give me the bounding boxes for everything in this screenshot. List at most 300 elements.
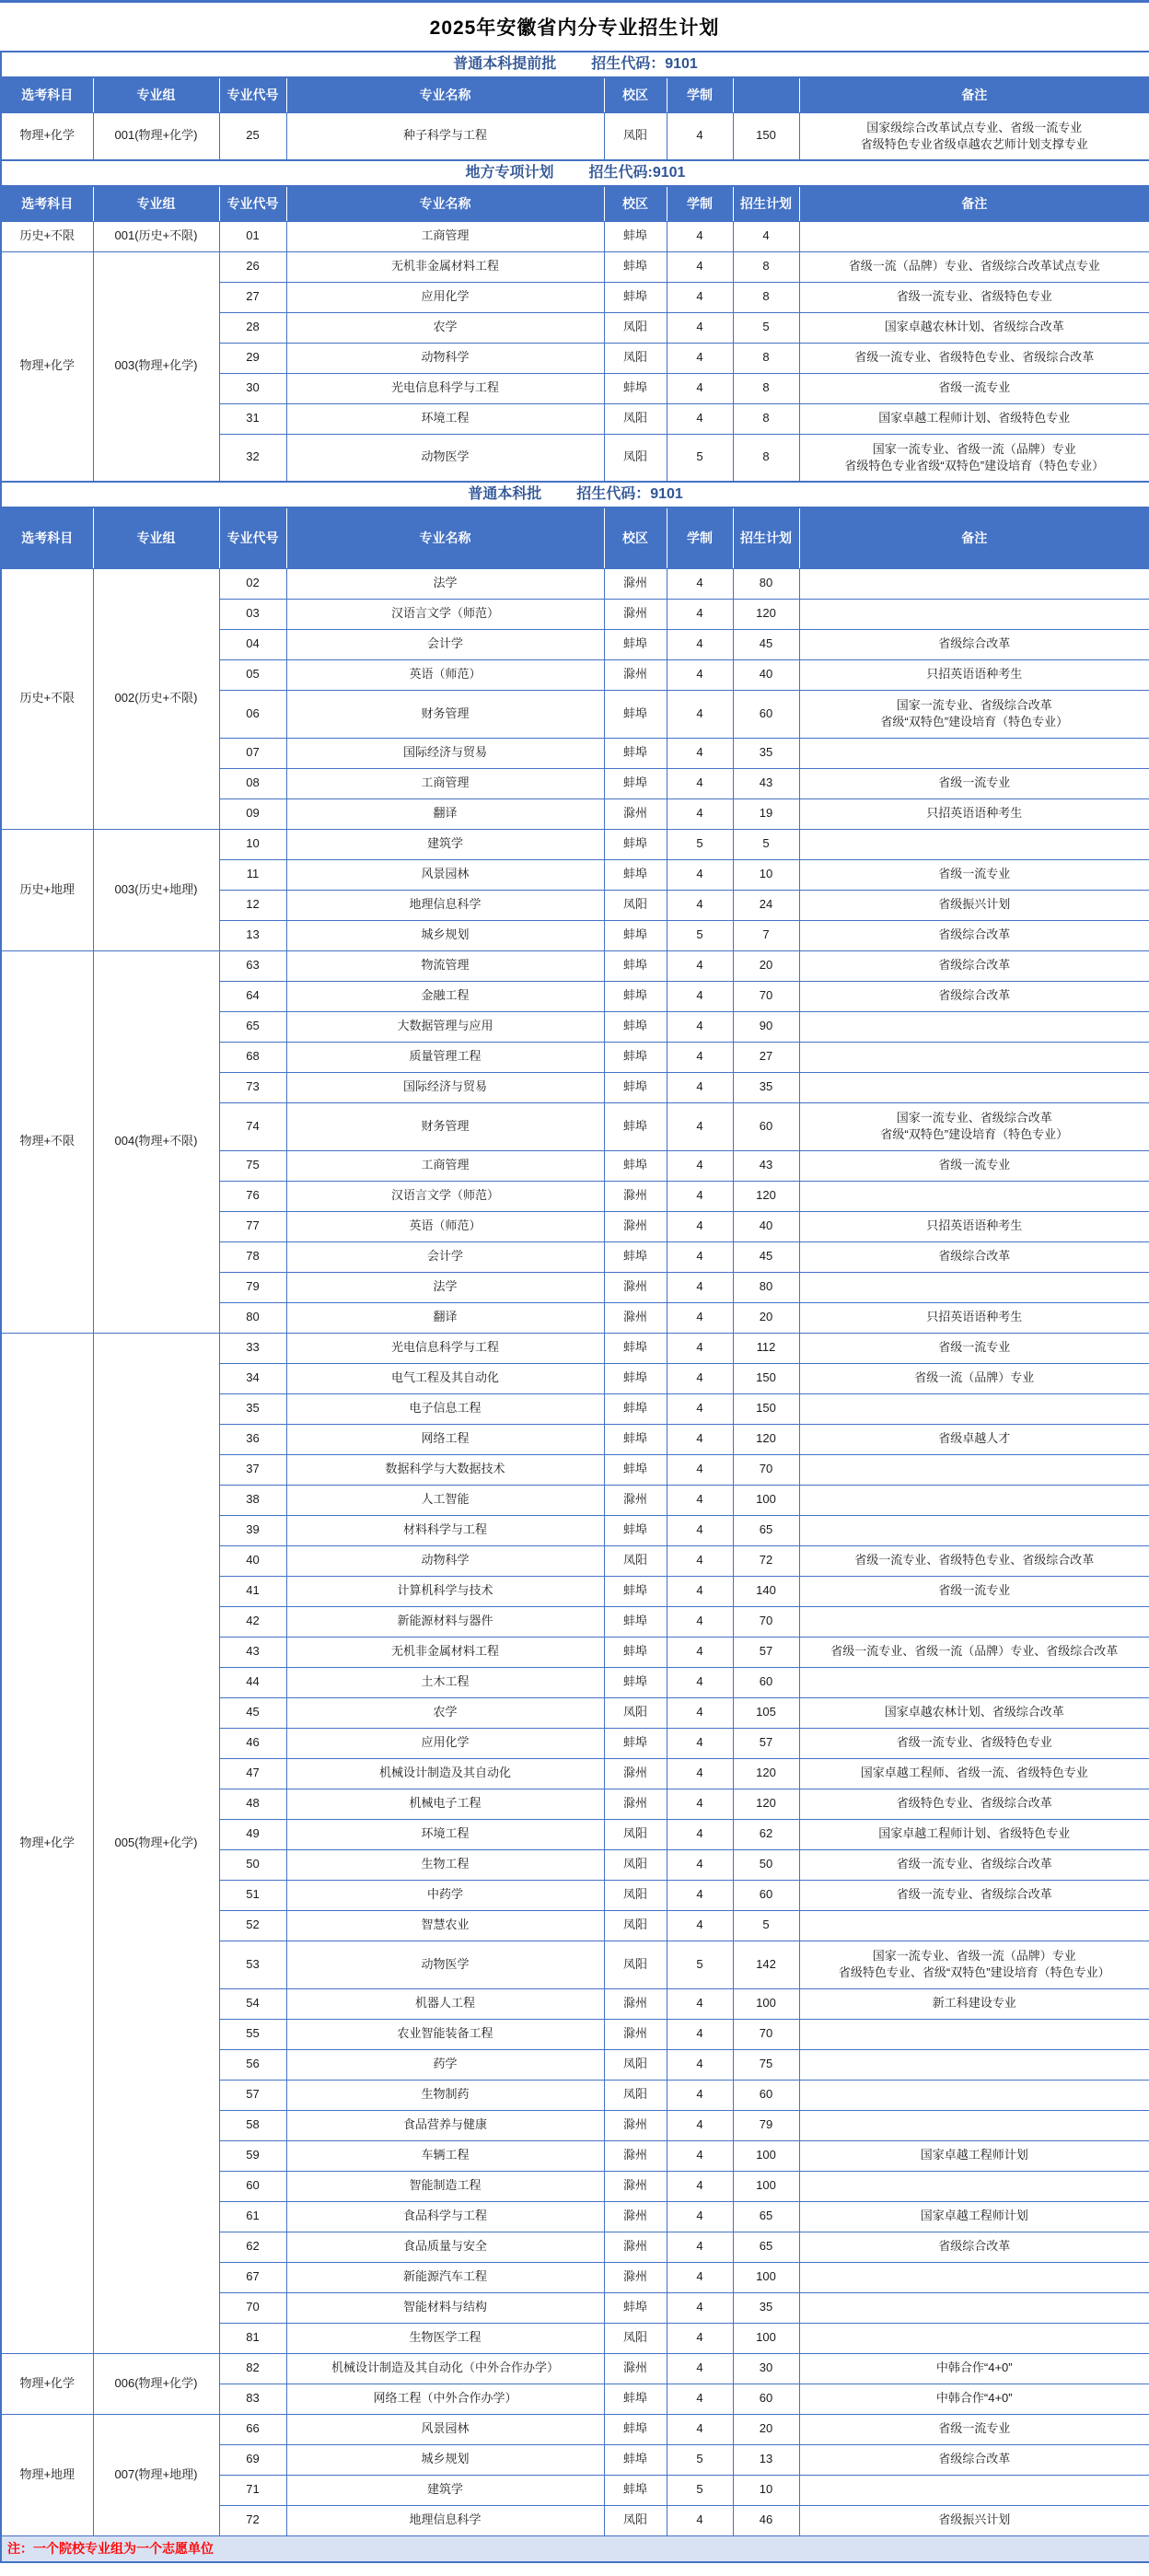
cell-exam-subjects: 历史+地理 (1, 829, 93, 950)
cell-campus: 凤阳 (604, 1880, 667, 1910)
cell-study-years: 4 (667, 1181, 733, 1211)
cell-remark (799, 829, 1149, 859)
cell-major-code: 80 (219, 1302, 286, 1333)
cell-remark (799, 568, 1149, 599)
cell-study-years: 4 (667, 343, 733, 373)
cell-major-name: 环境工程 (286, 1819, 604, 1849)
cell-remark (799, 690, 1149, 738)
cell-study-years: 4 (667, 950, 733, 981)
cell-major-name: 农业智能装备工程 (286, 2019, 604, 2049)
cell-major-code: 32 (219, 434, 286, 482)
cell-campus: 滁州 (604, 1181, 667, 1211)
cell-major-code: 39 (219, 1515, 286, 1545)
cell-major-code: 67 (219, 2262, 286, 2292)
cell-major-code: 13 (219, 920, 286, 950)
cell-plan-count: 13 (733, 2444, 799, 2475)
cell-major-code: 62 (219, 2232, 286, 2262)
cell-major-code: 63 (219, 950, 286, 981)
cell-major-name: 质量管理工程 (286, 1042, 604, 1072)
cell-campus: 蚌埠 (604, 251, 667, 282)
cell-campus: 蚌埠 (604, 1667, 667, 1697)
cell-major-code: 82 (219, 2353, 286, 2384)
cell-major-code: 47 (219, 1758, 286, 1789)
column-header-row (1, 186, 1149, 221)
cell-plan-count: 8 (733, 403, 799, 434)
cell-remark (799, 434, 1149, 482)
cell-plan-count: 120 (733, 1758, 799, 1789)
cell-major-code: 30 (219, 373, 286, 403)
cell-study-years: 4 (667, 2262, 733, 2292)
cell-remark: 只招英语语种考生 (799, 1211, 1149, 1241)
cell-plan-count: 65 (733, 1515, 799, 1545)
cell-major-group: 003(物理+化学) (93, 251, 219, 482)
cell-campus: 滁州 (604, 1789, 667, 1819)
cell-plan-count: 150 (733, 1393, 799, 1424)
cell-plan-count: 100 (733, 2262, 799, 2292)
cell-plan-count: 120 (733, 1789, 799, 1819)
cell-remark: 省级一流专业 (799, 2414, 1149, 2444)
cell-campus: 蚌埠 (604, 768, 667, 798)
cell-plan-count: 27 (733, 1042, 799, 1072)
cell-major-code: 52 (219, 1910, 286, 1941)
cell-plan-count: 112 (733, 1333, 799, 1363)
cell-study-years: 4 (667, 1272, 733, 1302)
cell-campus: 凤阳 (604, 1910, 667, 1941)
table-row (1, 251, 1149, 282)
cell-remark: 只招英语语种考生 (799, 1302, 1149, 1333)
cell-study-years: 4 (667, 1424, 733, 1454)
cell-plan-count: 65 (733, 2201, 799, 2232)
cell-remark (799, 2110, 1149, 2140)
cell-major-name: 会计学 (286, 629, 604, 659)
cell-major-code: 11 (219, 859, 286, 890)
cell-remark (799, 2292, 1149, 2323)
cell-remark: 只招英语语种考生 (799, 659, 1149, 690)
cell-major-name: 动物科学 (286, 1545, 604, 1576)
cell-major-name: 机械电子工程 (286, 1789, 604, 1819)
cell-major-code: 36 (219, 1424, 286, 1454)
cell-major-code: 71 (219, 2475, 286, 2505)
cell-plan-count: 72 (733, 1545, 799, 1576)
cell-major-name: 生物工程 (286, 1849, 604, 1880)
cell-campus: 凤阳 (604, 403, 667, 434)
cell-major-name: 风景园林 (286, 2414, 604, 2444)
cell-plan-count: 79 (733, 2110, 799, 2140)
cell-major-code: 72 (219, 2505, 286, 2535)
cell-study-years: 4 (667, 1011, 733, 1042)
cell-study-years: 4 (667, 1333, 733, 1363)
cell-major-name: 国际经济与贸易 (286, 738, 604, 768)
cell-major-name: 动物医学 (286, 434, 604, 482)
cell-campus: 滁州 (604, 2171, 667, 2201)
cell-study-years: 4 (667, 112, 733, 160)
cell-major-code: 60 (219, 2171, 286, 2201)
cell-major-group: 004(物理+不限) (93, 950, 219, 1333)
table-row (1, 2414, 1149, 2444)
cell-major-name: 物流管理 (286, 950, 604, 981)
cell-major-code: 53 (219, 1941, 286, 1988)
cell-plan-count: 120 (733, 1181, 799, 1211)
table-row (1, 568, 1149, 599)
cell-remark: 省级综合改革 (799, 629, 1149, 659)
cell-plan-count: 5 (733, 1910, 799, 1941)
cell-plan-count: 30 (733, 2353, 799, 2384)
footnote: 注：一个院校专业组为一个志愿单位 (1, 2535, 1149, 2562)
cell-plan-count: 35 (733, 1072, 799, 1102)
cell-major-code: 06 (219, 690, 286, 738)
cell-plan-count: 20 (733, 1302, 799, 1333)
column-header: 校区 (604, 186, 667, 221)
cell-remark (799, 2080, 1149, 2110)
cell-major-code: 64 (219, 981, 286, 1011)
cell-study-years: 4 (667, 2080, 733, 2110)
cell-remark (799, 2019, 1149, 2049)
cell-major-name: 种子科学与工程 (286, 112, 604, 160)
cell-study-years: 4 (667, 2201, 733, 2232)
cell-plan-count: 100 (733, 1485, 799, 1515)
cell-study-years: 4 (667, 798, 733, 829)
cell-campus: 蚌埠 (604, 690, 667, 738)
cell-major-name: 动物科学 (286, 343, 604, 373)
cell-remark: 国家卓越工程师计划 (799, 2140, 1149, 2171)
cell-major-name: 车辆工程 (286, 2140, 604, 2171)
remark-line: 省级特色专业省级卓越农艺师计划支撑专业 (860, 136, 1088, 151)
cell-study-years: 4 (667, 373, 733, 403)
cell-major-code: 83 (219, 2384, 286, 2414)
cell-campus: 滁州 (604, 1272, 667, 1302)
column-header: 备注 (799, 77, 1149, 112)
cell-major-name: 应用化学 (286, 1728, 604, 1758)
cell-study-years: 4 (667, 2171, 733, 2201)
cell-study-years: 4 (667, 2353, 733, 2384)
cell-plan-count: 7 (733, 920, 799, 950)
cell-study-years: 4 (667, 629, 733, 659)
cell-plan-count: 65 (733, 2232, 799, 2262)
cell-campus: 蚌埠 (604, 1241, 667, 1272)
cell-study-years: 5 (667, 2444, 733, 2475)
cell-study-years: 4 (667, 1454, 733, 1485)
cell-major-name: 大数据管理与应用 (286, 1011, 604, 1042)
cell-plan-count: 90 (733, 1011, 799, 1042)
cell-major-code: 35 (219, 1393, 286, 1424)
cell-major-name: 财务管理 (286, 1102, 604, 1150)
cell-exam-subjects: 物理+化学 (1, 251, 93, 482)
cell-campus: 滁州 (604, 1302, 667, 1333)
cell-major-code: 31 (219, 403, 286, 434)
cell-campus: 滁州 (604, 1988, 667, 2019)
section-name: 普通本科批 (468, 485, 542, 502)
cell-study-years: 4 (667, 2049, 733, 2080)
cell-major-name: 汉语言文学（师范） (286, 1181, 604, 1211)
cell-study-years: 4 (667, 2505, 733, 2535)
cell-remark (799, 1667, 1149, 1697)
cell-remark (799, 738, 1149, 768)
cell-plan-count: 50 (733, 1849, 799, 1880)
cell-major-code: 46 (219, 1728, 286, 1758)
cell-study-years: 4 (667, 768, 733, 798)
cell-remark (799, 1606, 1149, 1637)
cell-major-name: 城乡规划 (286, 2444, 604, 2475)
cell-remark: 省级一流专业、省级综合改革 (799, 1880, 1149, 1910)
cell-campus: 滁州 (604, 1758, 667, 1789)
cell-remark: 省级振兴计划 (799, 2505, 1149, 2535)
cell-major-name: 数据科学与大数据技术 (286, 1454, 604, 1485)
cell-campus: 蚌埠 (604, 1072, 667, 1102)
cell-study-years: 4 (667, 1072, 733, 1102)
cell-remark: 国家卓越农林计划、省级综合改革 (799, 312, 1149, 343)
cell-plan-count: 70 (733, 1454, 799, 1485)
cell-major-code: 79 (219, 1272, 286, 1302)
cell-plan-count: 60 (733, 1880, 799, 1910)
cell-plan-count: 46 (733, 2505, 799, 2535)
cell-campus: 凤阳 (604, 1545, 667, 1576)
cell-study-years: 4 (667, 1637, 733, 1667)
cell-remark: 省级一流专业、省级特色专业、省级综合改革 (799, 343, 1149, 373)
cell-plan-count: 80 (733, 568, 799, 599)
cell-remark (799, 2049, 1149, 2080)
cell-major-name: 地理信息科学 (286, 2505, 604, 2535)
section-admission-code: 招生代码：9101 (576, 485, 683, 502)
cell-major-name: 金融工程 (286, 981, 604, 1011)
cell-plan-count: 8 (733, 373, 799, 403)
cell-study-years: 4 (667, 659, 733, 690)
cell-plan-count: 20 (733, 950, 799, 981)
cell-major-name: 无机非金属材料工程 (286, 1637, 604, 1667)
cell-study-years: 4 (667, 1910, 733, 1941)
cell-exam-subjects: 物理+化学 (1, 1333, 93, 2353)
section-admission-code: 招生代码:9101 (588, 164, 686, 181)
table-row (1, 829, 1149, 859)
cell-plan-count: 10 (733, 859, 799, 890)
cell-plan-count: 10 (733, 2475, 799, 2505)
cell-plan-count: 19 (733, 798, 799, 829)
section-title (1, 482, 1149, 507)
cell-study-years: 4 (667, 1667, 733, 1697)
cell-major-code: 44 (219, 1667, 286, 1697)
table-row (1, 950, 1149, 981)
cell-campus: 蚌埠 (604, 920, 667, 950)
cell-campus: 蚌埠 (604, 629, 667, 659)
column-header: 校区 (604, 77, 667, 112)
cell-campus: 凤阳 (604, 2323, 667, 2353)
cell-exam-subjects: 物理+不限 (1, 950, 93, 1333)
cell-remark: 国家卓越工程师、省级一流、省级特色专业 (799, 1758, 1149, 1789)
cell-campus: 蚌埠 (604, 2444, 667, 2475)
cell-plan-count: 8 (733, 251, 799, 282)
cell-major-code: 61 (219, 2201, 286, 2232)
cell-major-code: 25 (219, 112, 286, 160)
cell-plan-count: 70 (733, 2019, 799, 2049)
cell-major-code: 29 (219, 343, 286, 373)
cell-campus: 蚌埠 (604, 738, 667, 768)
cell-campus: 蚌埠 (604, 1515, 667, 1545)
cell-remark (799, 1454, 1149, 1485)
cell-major-code: 73 (219, 1072, 286, 1102)
cell-major-group: 002(历史+不限) (93, 568, 219, 829)
cell-plan-count: 80 (733, 1272, 799, 1302)
cell-campus: 蚌埠 (604, 2475, 667, 2505)
cell-study-years: 4 (667, 890, 733, 920)
table-row (1, 112, 1149, 160)
cell-campus: 蚌埠 (604, 859, 667, 890)
cell-plan-count: 150 (733, 1363, 799, 1393)
cell-major-name: 智能制造工程 (286, 2171, 604, 2201)
cell-remark (799, 1941, 1149, 1988)
remark-line: 国家一流专业、省级一流（品牌）专业 (872, 1949, 1076, 1964)
cell-plan-count: 8 (733, 282, 799, 312)
cell-major-code: 28 (219, 312, 286, 343)
cell-study-years: 4 (667, 2232, 733, 2262)
cell-major-name: 材料科学与工程 (286, 1515, 604, 1545)
cell-campus: 凤阳 (604, 2505, 667, 2535)
cell-campus: 蚌埠 (604, 1363, 667, 1393)
cell-major-code: 04 (219, 629, 286, 659)
cell-major-code: 40 (219, 1545, 286, 1576)
cell-remark: 省级综合改革 (799, 981, 1149, 1011)
cell-major-name: 网络工程（中外合作办学） (286, 2384, 604, 2414)
cell-remark (799, 1011, 1149, 1042)
cell-major-code: 58 (219, 2110, 286, 2140)
cell-remark (799, 112, 1149, 160)
column-header: 专业代号 (219, 507, 286, 568)
cell-remark: 新工科建设专业 (799, 1988, 1149, 2019)
cell-major-name: 生物制药 (286, 2080, 604, 2110)
cell-major-code: 43 (219, 1637, 286, 1667)
cell-major-code: 56 (219, 2049, 286, 2080)
cell-campus: 滁州 (604, 599, 667, 629)
column-header: 备注 (799, 507, 1149, 568)
cell-plan-count: 45 (733, 629, 799, 659)
cell-remark (799, 1102, 1149, 1150)
cell-major-code: 41 (219, 1576, 286, 1606)
cell-major-name: 地理信息科学 (286, 890, 604, 920)
cell-remark: 只招英语语种考生 (799, 798, 1149, 829)
column-header: 招生计划 (733, 507, 799, 568)
cell-study-years: 4 (667, 1789, 733, 1819)
section-name: 普通本科提前批 (453, 55, 557, 72)
remark-line: 省级特色专业、省级“双特色”建设培育（特色专业） (838, 1965, 1110, 1979)
cell-study-years: 4 (667, 2292, 733, 2323)
cell-campus: 蚌埠 (604, 1102, 667, 1150)
cell-remark (799, 1393, 1149, 1424)
cell-plan-count: 20 (733, 2414, 799, 2444)
cell-study-years: 4 (667, 2323, 733, 2353)
cell-campus: 蚌埠 (604, 1454, 667, 1485)
column-header: 专业代号 (219, 186, 286, 221)
cell-remark: 中韩合作“4+0” (799, 2353, 1149, 2384)
cell-major-code: 51 (219, 1880, 286, 1910)
cell-major-code: 48 (219, 1789, 286, 1819)
cell-study-years: 4 (667, 1728, 733, 1758)
cell-study-years: 4 (667, 1485, 733, 1515)
cell-remark: 省级一流专业、省级一流（品牌）专业、省级综合改革 (799, 1637, 1149, 1667)
cell-major-code: 50 (219, 1849, 286, 1880)
cell-campus: 凤阳 (604, 2049, 667, 2080)
cell-major-name: 应用化学 (286, 282, 604, 312)
cell-major-code: 78 (219, 1241, 286, 1272)
cell-campus: 蚌埠 (604, 1150, 667, 1181)
cell-campus: 滁州 (604, 568, 667, 599)
column-header: 专业名称 (286, 186, 604, 221)
cell-campus: 凤阳 (604, 434, 667, 482)
cell-major-group: 003(历史+地理) (93, 829, 219, 950)
cell-campus: 滁州 (604, 1211, 667, 1241)
cell-campus: 滁州 (604, 2140, 667, 2171)
cell-study-years: 4 (667, 1758, 733, 1789)
cell-major-name: 网络工程 (286, 1424, 604, 1454)
column-header: 选考科目 (1, 77, 93, 112)
cell-major-group: 001(历史+不限) (93, 221, 219, 251)
cell-study-years: 4 (667, 1042, 733, 1072)
cell-remark: 国家卓越工程师计划、省级特色专业 (799, 1819, 1149, 1849)
cell-major-code: 10 (219, 829, 286, 859)
cell-major-name: 生物医学工程 (286, 2323, 604, 2353)
cell-campus: 滁州 (604, 798, 667, 829)
cell-campus: 蚌埠 (604, 1042, 667, 1072)
cell-major-code: 65 (219, 1011, 286, 1042)
cell-major-name: 电气工程及其自动化 (286, 1363, 604, 1393)
column-header-row (1, 77, 1149, 112)
cell-plan-count: 43 (733, 768, 799, 798)
cell-remark: 省级一流（品牌）专业 (799, 1363, 1149, 1393)
cell-study-years: 4 (667, 221, 733, 251)
cell-study-years: 4 (667, 1363, 733, 1393)
cell-campus: 滁州 (604, 2019, 667, 2049)
cell-remark (799, 1042, 1149, 1072)
cell-major-name: 会计学 (286, 1241, 604, 1272)
cell-remark (799, 1910, 1149, 1941)
cell-plan-count: 100 (733, 2171, 799, 2201)
cell-major-name: 动物医学 (286, 1941, 604, 1988)
cell-study-years: 4 (667, 2140, 733, 2171)
cell-major-name: 工商管理 (286, 1150, 604, 1181)
cell-campus: 蚌埠 (604, 1606, 667, 1637)
column-header: 专业组 (93, 507, 219, 568)
cell-exam-subjects: 物理+化学 (1, 2353, 93, 2414)
remark-line: 省级特色专业省级“双特色”建设培育（特色专业） (844, 458, 1105, 472)
cell-major-name: 农学 (286, 1697, 604, 1728)
cell-plan-count: 62 (733, 1819, 799, 1849)
remark-line: 省级“双特色”建设培育（特色专业） (880, 715, 1069, 729)
cell-major-name: 环境工程 (286, 403, 604, 434)
cell-study-years: 4 (667, 599, 733, 629)
cell-major-name: 智慧农业 (286, 1910, 604, 1941)
cell-campus: 蚌埠 (604, 950, 667, 981)
cell-study-years: 4 (667, 403, 733, 434)
section-title (1, 52, 1149, 77)
cell-major-code: 26 (219, 251, 286, 282)
cell-major-name: 建筑学 (286, 829, 604, 859)
cell-study-years: 5 (667, 2475, 733, 2505)
cell-study-years: 5 (667, 434, 733, 482)
cell-major-name: 工商管理 (286, 221, 604, 251)
cell-plan-count: 100 (733, 2323, 799, 2353)
cell-campus: 凤阳 (604, 1849, 667, 1880)
cell-major-name: 电子信息工程 (286, 1393, 604, 1424)
cell-study-years: 4 (667, 1211, 733, 1241)
section-title-row (1, 160, 1149, 186)
cell-plan-count: 75 (733, 2049, 799, 2080)
cell-plan-count: 40 (733, 659, 799, 690)
cell-remark: 中韩合作“4+0” (799, 2384, 1149, 2414)
cell-major-name: 无机非金属材料工程 (286, 251, 604, 282)
cell-remark: 国家卓越工程师计划、省级特色专业 (799, 403, 1149, 434)
cell-major-name: 建筑学 (286, 2475, 604, 2505)
cell-campus: 蚌埠 (604, 1637, 667, 1667)
cell-exam-subjects: 物理+地理 (1, 2414, 93, 2535)
cell-study-years: 4 (667, 1880, 733, 1910)
column-header: 学制 (667, 507, 733, 568)
